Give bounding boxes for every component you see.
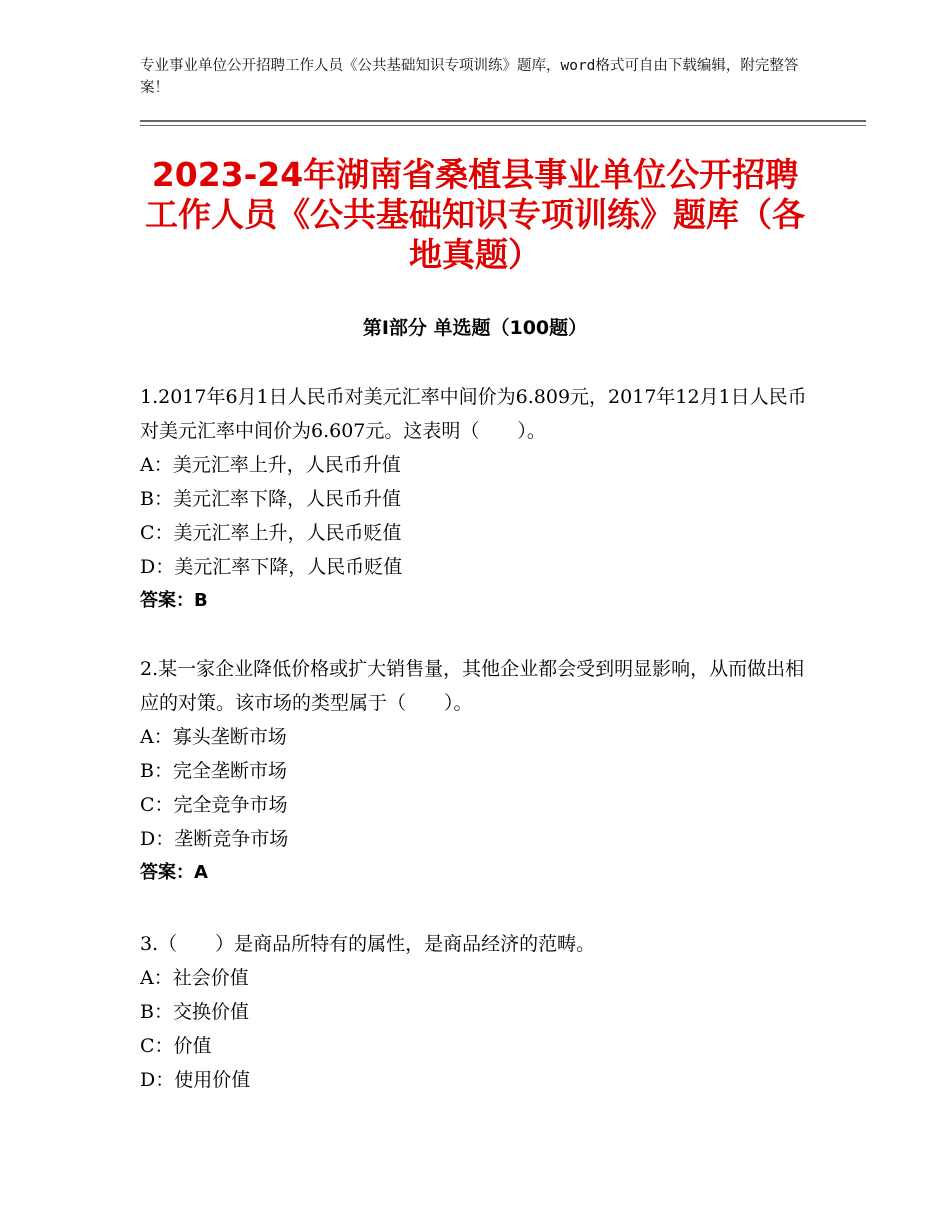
question-stem: 3.（ ）是商品所特有的属性，是商品经济的范畴。 xyxy=(140,933,596,955)
answer: 答案：B xyxy=(140,590,208,611)
option-a: A：社会价值 xyxy=(140,967,249,989)
option-a: A：寡头垄断市场 xyxy=(140,726,287,748)
option-b: B：美元汇率下降，人民币升值 xyxy=(140,488,401,510)
document-title: 2023-24年湖南省桑植县事业单位公开招聘工作人员《公共基础知识专项训练》题库（各地真题） xyxy=(145,155,805,274)
option-d: D：使用价值 xyxy=(140,1069,251,1091)
option-b: B：交换价值 xyxy=(140,1001,249,1023)
option-b: B：完全垄断市场 xyxy=(140,760,287,782)
option-c: C：完全竞争市场 xyxy=(140,794,288,816)
option-d: D：垄断竞争市场 xyxy=(140,828,289,850)
question-1 xyxy=(140,380,820,618)
answer: 答案：A xyxy=(140,862,208,883)
header-note: 专业事业单位公开招聘工作人员《公共基础知识专项训练》题库，word格式可自由下载编辑，附完整答案！ xyxy=(140,58,799,96)
question-2 xyxy=(140,652,820,890)
question-stem: 1.2017年6月1日人民币对美元汇率中间价为6.809元，2017年12月1日人民币对美元汇率中间价为6.607元。这表明（ ）。 xyxy=(140,386,807,442)
question-stem: 2.某一家企业降低价格或扩大销售量，其他企业都会受到明显影响，从而做出相应的对策。该市场的类型属于（ ）。 xyxy=(140,658,805,714)
section-title: 第Ⅰ部分 单选题（100题） xyxy=(362,317,588,339)
option-d: D：美元汇率下降，人民币贬值 xyxy=(140,556,403,578)
header-divider-thick xyxy=(140,120,866,122)
header-divider-thin xyxy=(140,125,866,126)
option-c: C：美元汇率上升，人民币贬值 xyxy=(140,522,402,544)
option-a: A：美元汇率上升，人民币升值 xyxy=(140,454,401,476)
question-3 xyxy=(140,927,820,1097)
option-c: C：价值 xyxy=(140,1035,212,1057)
